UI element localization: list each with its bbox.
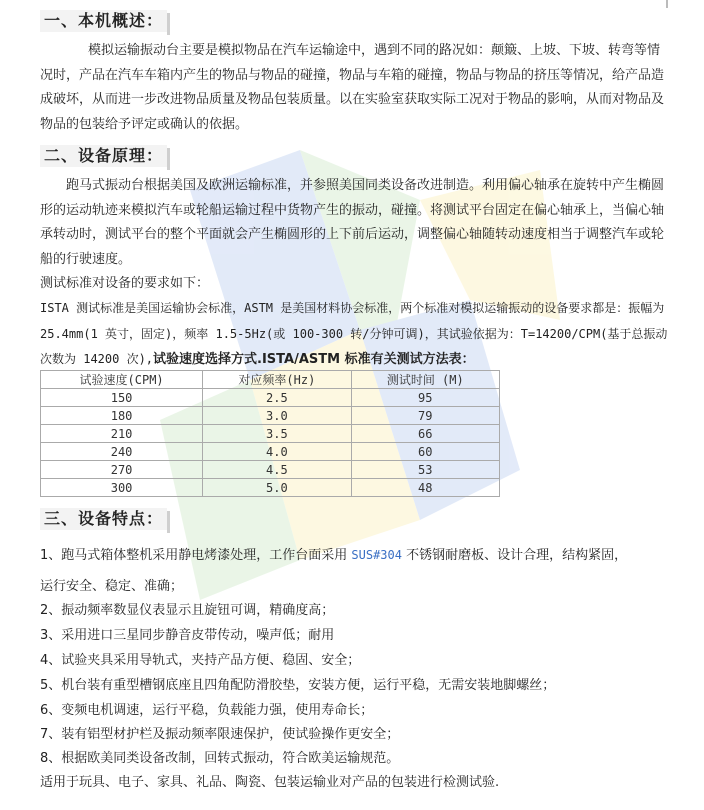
feature-item-3: 3、采用进口三星同步静音皮带传动，噪声低；耐用	[40, 628, 335, 643]
table-row	[41, 425, 500, 443]
cell-time: 66	[351, 425, 499, 443]
cell-time: 79	[351, 407, 499, 425]
overview-text: 模拟运输振动台主要是模拟物品在汽车运输途中，遇到不同的路况如：颠簸、上坡、下坡、转弯等情况时，产品在汽车车箱内产生的物品与物品的碰撞，物品与车箱的碰撞，物品与物品的挤压等情况，给产品造成破坏，从而进一步改进物品质量及物品包装质量。以在实验室获取实际工况对于物品的影响，从而对物品及物品的包装给予评定或确认的依据。	[40, 43, 665, 132]
application-note: 适用于玩具、电子、家具、礼品、陶瓷、包装运输业对产品的包装进行检测试验.	[40, 775, 500, 790]
standard-bold-text: 试验速度选择方式.ISTA/ASTM 标准有关测试方法表：	[153, 352, 475, 367]
table-row	[41, 389, 500, 407]
cell-speed: 240	[41, 443, 203, 461]
cell-speed: 300	[41, 479, 203, 497]
header-speed: 试验速度(CPM)	[41, 371, 203, 389]
principle-paragraph	[40, 174, 670, 272]
section-title-principle: 二、设备原理：	[40, 145, 167, 167]
feature-1-material: SUS#304	[351, 548, 402, 562]
cell-speed: 210	[41, 425, 203, 443]
cell-frequency: 2.5	[203, 389, 351, 407]
cell-speed: 180	[41, 407, 203, 425]
principle-text: 跑马式振动台根据美国及欧洲运输标准，并参照美国同类设备改进制造。利用偏心轴承在旋转中产生椭圆形的运动轨迹来模拟汽车或轮船运输过程中货物产生的振动，碰撞。将测试平台固定在偏心轴承上，当偏心轴承转动时，测试平台的整个平面就会产生椭圆形的上下前后运动，调整偏心轴随转动速度相当于调整汽车或轮船的行驶速度。	[40, 178, 665, 267]
cell-time: 95	[351, 389, 499, 407]
feature-item-5: 5、机台装有重型槽钢底座且四角配防滑胶垫，安装方便，运行平稳，无需安装地脚螺丝；	[40, 678, 556, 693]
feature-1-text-start: 1、跑马式箱体整机采用静电烤漆处理，工作台面采用	[40, 548, 352, 563]
feature-item-7: 7、装有铝型材护栏及振动频率限速保护，使试验操作更安全；	[40, 727, 400, 742]
feature-item-4: 4、试验夹具采用导轨式，夹持产品方便、稳固、安全；	[40, 653, 361, 668]
table-row	[41, 479, 500, 497]
cell-frequency: 5.0	[203, 479, 351, 497]
cell-time: 53	[351, 461, 499, 479]
cell-time: 48	[351, 479, 499, 497]
cell-frequency: 4.0	[203, 443, 351, 461]
table-row	[41, 443, 500, 461]
section-title-features: 三、设备特点：	[40, 508, 167, 530]
table-row	[41, 407, 500, 425]
header-time: 测试时间 (M)	[351, 371, 499, 389]
cell-frequency: 4.5	[203, 461, 351, 479]
overview-paragraph	[40, 39, 670, 137]
standard-paragraph	[40, 296, 670, 373]
table-header-row	[41, 371, 500, 389]
feature-item-6: 6、变频电机调速，运行平稳，负载能力强，使用寿命长；	[40, 703, 374, 718]
requirement-intro: 测试标准对设备的要求如下：	[40, 276, 210, 291]
header-frequency: 对应频率(Hz)	[203, 371, 351, 389]
test-method-table	[40, 370, 500, 497]
cell-time: 60	[351, 443, 499, 461]
feature-item-2: 2、振动频率数显仪表显示且旋钮可调，精确度高；	[40, 603, 335, 618]
cell-frequency: 3.5	[203, 425, 351, 443]
feature-item-8: 8、根据欧美同类设备改制，回转式振动，符合欧美运输规范。	[40, 751, 400, 766]
standard-text: ISTA 测试标准是美国运输协会标准，ASTM 是美国材料协会标准，两个标准对模拟运输振动的设备要求都是：振幅为 25.4mm(1 英寸，固定)，频率 1.5-5Hz(或 100-300 转/分钟可调)，其试验依据为：T=14200/CPM(基于总振动次数为 14200 次),	[40, 301, 668, 366]
feature-1-text-end: 不锈钢耐磨板、设计合理，结构紧固，	[401, 548, 628, 563]
feature-item-1-continued: 运行安全、稳定、准确；	[40, 579, 184, 594]
cell-speed: 270	[41, 461, 203, 479]
table-row	[41, 461, 500, 479]
section-title-overview: 一、本机概述：	[40, 10, 167, 32]
feature-item-1	[40, 545, 680, 566]
cell-speed: 150	[41, 389, 203, 407]
cell-frequency: 3.0	[203, 407, 351, 425]
